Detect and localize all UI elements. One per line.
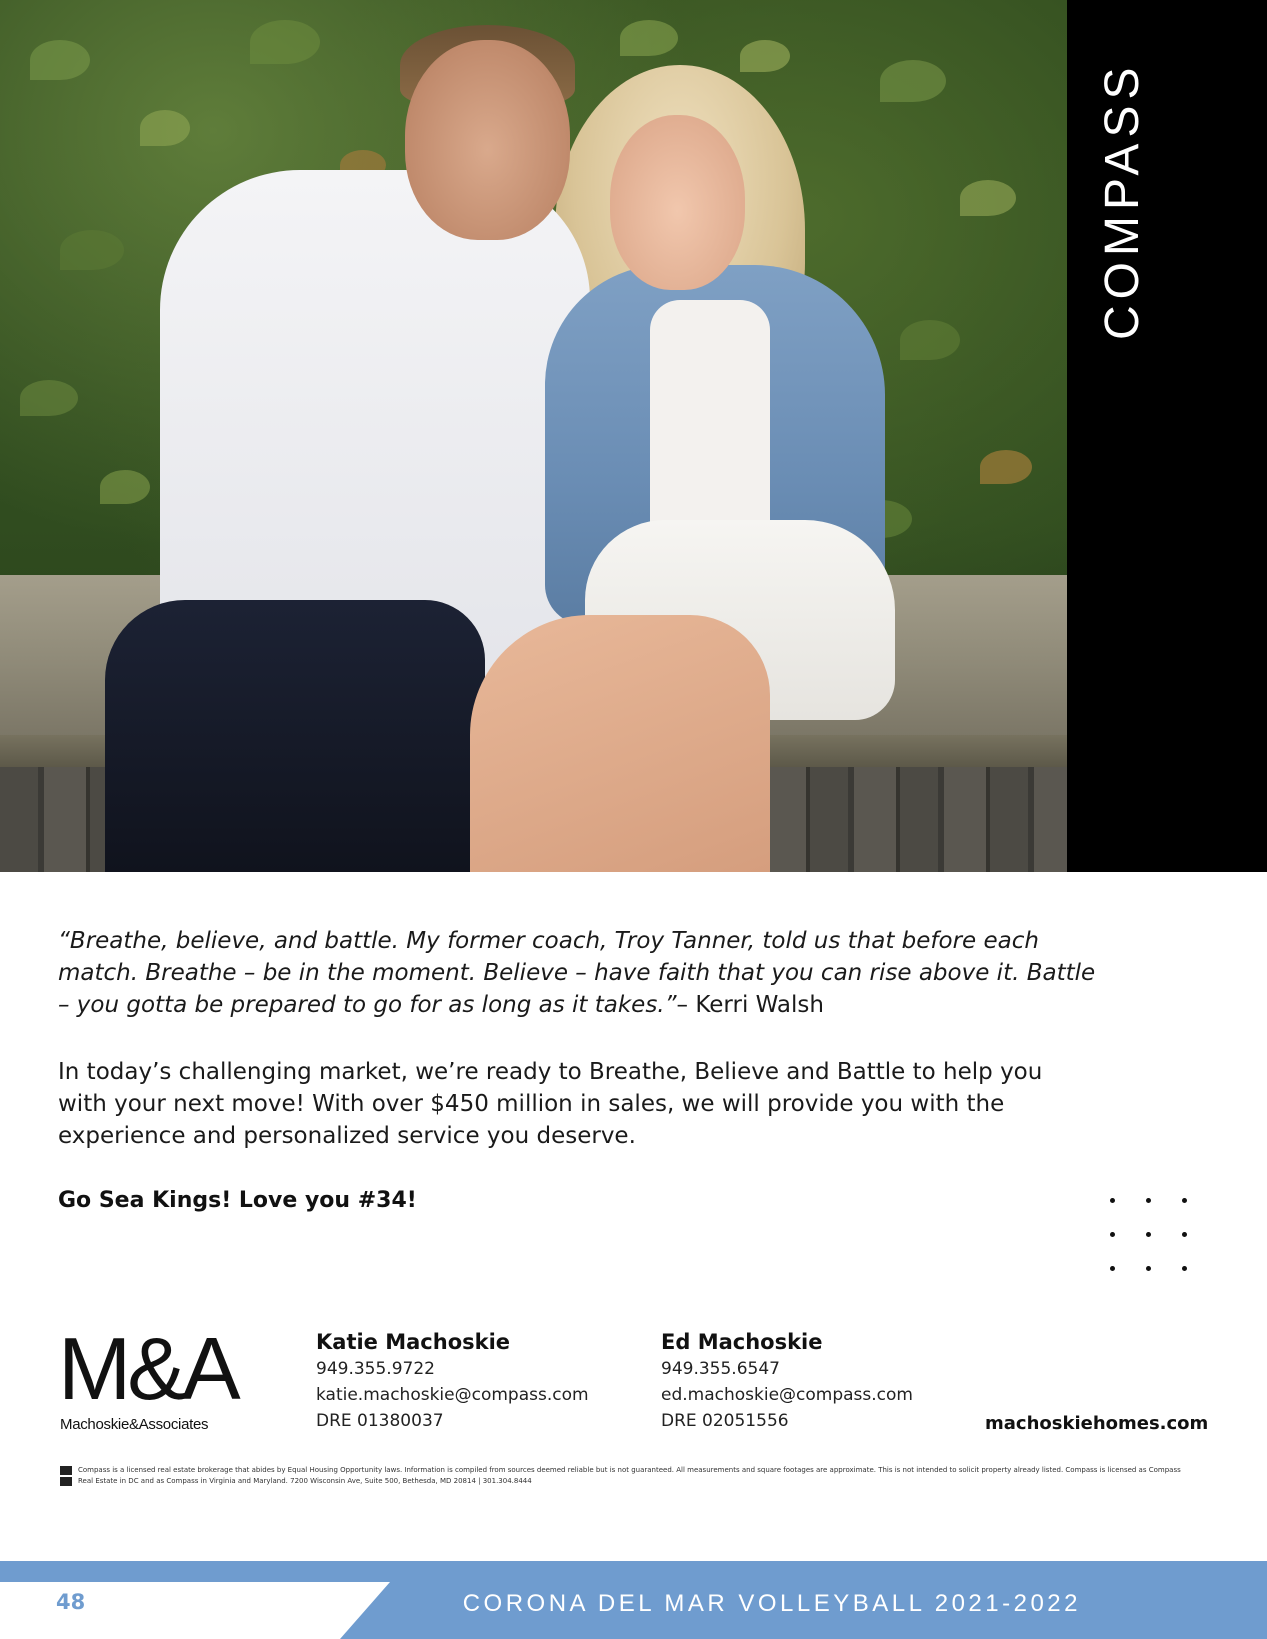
agent-ed bbox=[661, 1328, 913, 1434]
agent-license: DRE 02051556 bbox=[661, 1411, 789, 1431]
quote bbox=[58, 925, 1108, 1021]
agent-license: DRE 01380037 bbox=[316, 1411, 444, 1431]
legal-disclaimer: Compass is a licensed real estate brokerage that abides by Equal Housing Opportunity laws. Information is compiled from sources deemed reliable but is not guaranteed. All measurements and square footages are approximate. This is not intended to solicit property already listed. Compass is licensed as Compass Real Estate in DC and as Compass in Virginia and Maryland. 7200 Wisconsin Ave, Suite 500, Bethesda, MD 20814 | 301.304.8444 bbox=[78, 1466, 1181, 1485]
agent-katie bbox=[316, 1328, 589, 1434]
agent-phone[interactable]: 949.355.9722 bbox=[316, 1359, 435, 1379]
agent-email[interactable]: katie.machoskie@compass.com bbox=[316, 1385, 589, 1405]
agent-name: Ed Machoskie bbox=[661, 1330, 823, 1354]
compass-logo: COMPASS bbox=[1096, 61, 1149, 340]
agent-email[interactable]: ed.machoskie@compass.com bbox=[661, 1385, 913, 1405]
equal-housing-icon bbox=[60, 1466, 72, 1486]
quote-text: “Breathe, believe, and battle. My former coach, Troy Tanner, told us that before each match. Breathe – be in the moment. Believe – have faith that you can rise above it. Battle – you gotta be prepared to go for as long as it takes.” bbox=[58, 928, 1096, 1018]
decorative-dots bbox=[1110, 1198, 1190, 1288]
body-paragraph: In today’s challenging market, we’re ready to Breathe, Believe and Battle to help you with your next move! With over $450 million in sales, we will provide you with the experience and personalized service you deserve. bbox=[58, 1059, 1043, 1149]
couple-portrait-photo bbox=[0, 0, 1067, 872]
ma-logo: M&A bbox=[58, 1319, 237, 1418]
agent-phone[interactable]: 949.355.6547 bbox=[661, 1359, 780, 1379]
footer-title: CORONA DEL MAR VOLLEYBALL 2021-2022 bbox=[462, 1590, 1081, 1617]
closing-line: Go Sea Kings! Love you #34! bbox=[58, 1188, 417, 1213]
footer-notch-slant bbox=[340, 1582, 390, 1639]
footer-notch bbox=[0, 1582, 340, 1639]
ma-logo-subtitle: Machoskie&Associates bbox=[60, 1416, 209, 1433]
agent-name: Katie Machoskie bbox=[316, 1330, 511, 1354]
page-number: 48 bbox=[56, 1590, 86, 1614]
quote-author: – Kerri Walsh bbox=[676, 992, 824, 1018]
website-link[interactable]: machoskiehomes.com bbox=[985, 1413, 1209, 1434]
